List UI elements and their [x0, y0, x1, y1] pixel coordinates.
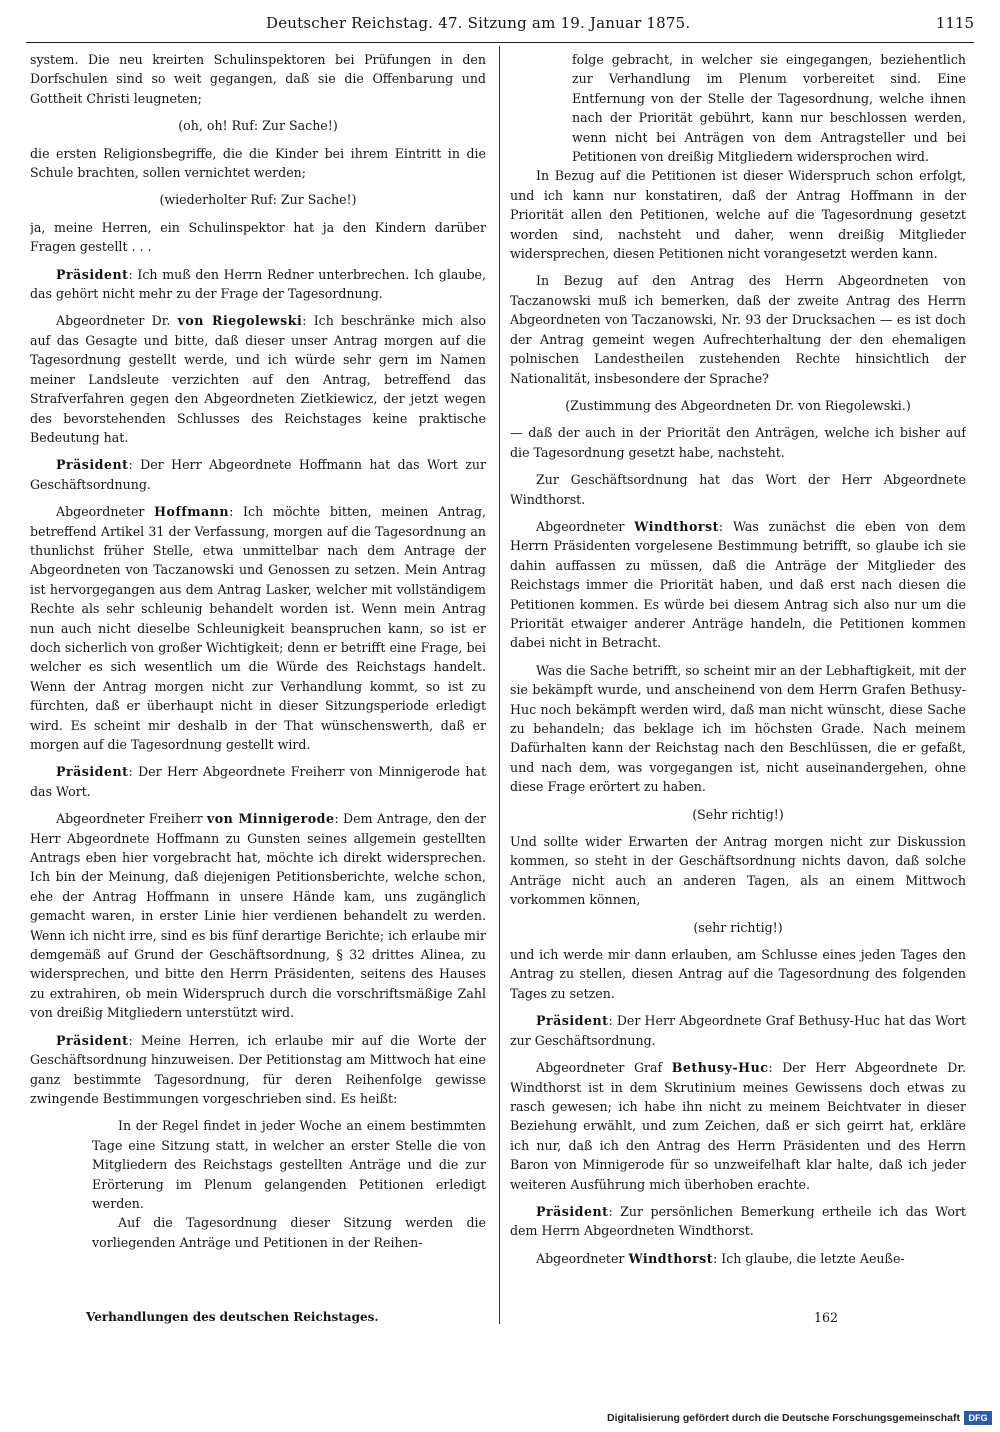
paragraph	[572, 50, 966, 166]
paragraph-text: (Sehr richtig!)	[692, 806, 784, 822]
paragraph-text: : Der Herr Abgeordnete Dr. Windthorst ist in dem Skrutinium meines Gewissens doch etwas zu rasch gewesen; ich habe ihn nicht zu meinem Beichtvater in dieser Beziehung erwählt, und zum Zeichen, daß er sich geirrt hat, erkläre ich nur, daß ich den Antrag des Herrn Präsidenten und des Herrn Baron von Minnigerode für so unzweifelhaft klar halte, daß ich jeder weiteren Ausführung mich überhoben erachte.	[510, 1060, 966, 1192]
paragraph	[30, 116, 486, 135]
sheet-signature: 162	[814, 1310, 839, 1325]
paragraph	[510, 166, 966, 263]
paragraph	[510, 945, 966, 1003]
paragraph	[30, 265, 486, 304]
paragraph	[92, 1116, 486, 1213]
paragraph-text: : Der Herr Abgeordnete Freiherr von Minnigerode hat das Wort.	[30, 764, 486, 799]
speaker-prefix: Abgeordneter	[56, 504, 155, 520]
paragraph	[510, 1058, 966, 1194]
paragraph	[510, 396, 966, 415]
paragraph	[510, 517, 966, 653]
paragraph	[510, 805, 966, 824]
header-title: Deutscher Reichstag. 47. Sitzung am 19. Januar 1875.	[266, 14, 691, 32]
right-column	[510, 50, 966, 1340]
paragraph-text: Auf die Tagesordnung dieser Sitzung werden die vorliegenden Anträge und Petitionen in der Reihen-	[92, 1215, 486, 1250]
paragraph	[510, 918, 966, 937]
paragraph-text: Zur Geschäftsordnung hat das Wort der Herr Abgeordnete Windthorst.	[510, 472, 966, 507]
speaker-name: Präsident	[56, 266, 129, 282]
paragraph-text: Was die Sache betrifft, so scheint mir an der Lebhaftigkeit, mit der sie bekämpft wurde, und anscheinend von dem Herrn Grafen Bethusy-Huc noch bekämpft werden wird, daß man nicht wünscht, diese Sache zu behandeln; das beklage ich im höchsten Grade. Nach meinem Dafürhalten kann der Reichstag nach den Beschlüssen, die er gefaßt, und nach dem, was vorgegangen ist, nicht auseinandergehen, ohne diese Frage erörtert zu haben.	[510, 662, 966, 795]
paragraph-text: und ich werde mir dann erlauben, am Schlusse eines jeden Tages den Antrag zu stellen, diesen Antrag auf die Tagesordnung des folgenden Tages zu setzen.	[510, 947, 966, 1001]
speaker-name: Präsident	[56, 457, 129, 473]
paragraph-text: : Ich glaube, die letzte Aeuße-	[713, 1250, 905, 1266]
paragraph-text: : Der Herr Abgeordnete Hoffmann hat das Wort zur Geschäftsordnung.	[30, 457, 486, 492]
paragraph-text: (Zustimmung des Abgeordneten Dr. von Riegolewski.)	[565, 397, 911, 413]
paragraph	[30, 190, 486, 209]
speaker-name: Präsident	[536, 1203, 609, 1219]
paragraph	[30, 50, 486, 108]
paragraph	[30, 455, 486, 494]
paragraph-text: : Dem Antrage, den der Herr Abgeordnete Hoffmann zu Gunsten seines allgemein gestellten Antrags eben hier vorgebracht hat, möchte ich direkt widersprechen. Ich bin der Meinung, daß diejenigen Petitionsberichte, welche schon, ehe der Antrag Hoffmann in unsere Hände kam, uns zugänglich gemacht waren, in erster Linie hier verdienen behandelt zu werden. Wenn ich nicht irre, sind es bis fünf derartige Berichte; ich erlaube mir demgemäß auf Grund der Geschäftsordnung, § 32 drittes Alinea, zu widersprechen, und bitte den Herrn Präsidenten, seitens des Hauses zu extrahiren, ob mein Widerspruch durch die vorschriftsmäßige Zahl von dreißig Mitgliedern unterstützt wird.	[30, 811, 486, 1021]
paragraph-text: die ersten Religionsbegriffe, die die Kinder bei ihrem Eintritt in die Schule brachten, sollen vernichtet werden;	[30, 145, 486, 181]
speaker-prefix: Abgeordneter	[536, 518, 635, 534]
header-rule	[26, 42, 974, 43]
paragraph-text: — daß der auch in der Priorität den Anträgen, welche ich bisher auf die Tagesordnung gesetzt habe, nachsteht.	[510, 425, 966, 460]
paragraph-text: In Bezug auf den Antrag des Herrn Abgeordneten von Taczanowski muß ich bemerken, daß der zweite Antrag des Herrn Abgeordneten von Taczanowski, Nr. 93 der Drucksachen — es ist doch der Antrag gemeint wegen Aufrechterhaltung der den ehemaligen polnischen Landestheilen zustehenden Rechte hinsichtlich der Nationalität, insbesondere der Sprache?	[510, 273, 966, 386]
running-header	[26, 10, 974, 36]
digitization-credit: Digitalisierung gefördert durch die Deutsche Forschungsgemeinschaft	[607, 1412, 960, 1424]
paragraph	[30, 502, 486, 754]
paragraph	[30, 1031, 486, 1109]
paragraph-text: (sehr richtig!)	[693, 919, 783, 935]
paragraph	[30, 809, 486, 1022]
left-column	[30, 50, 486, 1340]
page-number: 1115	[935, 14, 974, 32]
paragraph	[30, 762, 486, 801]
paragraph-text: : Der Herr Abgeordnete Graf Bethusy-Huc hat das Wort zur Geschäftsordnung.	[510, 1013, 966, 1048]
speaker-prefix: Abgeordneter	[536, 1250, 629, 1266]
paragraph	[510, 1202, 966, 1241]
paragraph-text: ja, meine Herren, ein Schulinspektor hat ja den Kindern darüber Fragen gestellt . . .	[30, 219, 486, 255]
paragraph	[510, 832, 966, 910]
paragraph-text: : Ich möchte bitten, meinen Antrag, betreffend Artikel 31 der Verfassung, morgen auf die Tagesordnung an thunlichst früher Stelle, etwa unmittelbar nach dem Antrage der Abgeordneten von Taczanowski und Genossen zu setzen. Mein Antrag ist hervorgegangen aus dem Antrag Lasker, welcher mit vollständigem Rechte als sehr schleunig behandelt worden ist. Wenn mein Antrag nun auch nicht dieselbe Schleunigkeit beanspruchen kann, so ist er doch sicherlich von großer Wichtigkeit; denn er betrifft eine Frage, bei welcher es sich wesentlich um die Würde des Reichstags handelt. Wenn der Antrag morgen nicht zur Verhandlung kommt, so ist zu fürchten, daß er überhaupt nicht in dieser Sitzungsperiode erledigt wird. Es scheint mir deshalb in der That wünschenswerth, daß er morgen auf die Tagesordnung gestellt wird.	[30, 504, 486, 752]
paragraph-text: : Was zunächst die eben von dem Herrn Präsidenten vorgelesene Bestimmung betrifft, so glaube ich sie dahin auffassen zu müssen, daß die Anträge der Mitglieder des Reichstags immer die Priorität haben, und daß erst nach diesen die Petitionen kommen. Es würde bei diesem Antrag sich also nur um die Priorität etwaiger anderer Anträge handeln, die Petitionen kommen dabei nicht in Betracht.	[510, 518, 966, 651]
paragraph	[510, 1249, 966, 1268]
paragraph	[30, 311, 486, 447]
speaker-name: von Riegolewski	[177, 313, 303, 329]
speaker-name: Hoffmann	[154, 504, 230, 520]
paragraph-text: system. Die neu kreirten Schulinspektoren bei Prüfungen in den Dorfschulen sind so weit gegangen, daß sie die Offenbarung und Gottheit Christi leugneten;	[30, 52, 486, 106]
column-divider	[499, 46, 500, 1324]
speaker-name: Windthorst	[628, 1250, 714, 1266]
paragraph-text: (oh, oh! Ruf: Zur Sache!)	[178, 118, 338, 134]
speaker-name: Präsident	[536, 1013, 609, 1029]
paragraph	[30, 144, 486, 183]
paragraph-text: : Ich muß den Herrn Redner unterbrechen. Ich glaube, das gehört nicht mehr zu der Frage der Tagesordnung.	[30, 266, 486, 302]
speaker-prefix: Abgeordneter Freiherr	[56, 811, 207, 827]
footer-publication: Verhandlungen des deutschen Reichstages.	[86, 1310, 379, 1324]
speaker-name: von Minnigerode	[206, 811, 335, 827]
speaker-name: Präsident	[56, 1032, 129, 1048]
paragraph	[510, 661, 966, 797]
paragraph-text: In der Regel findet in jeder Woche an einem bestimmten Tage eine Sitzung statt, in welcher an erster Stelle die von Mitgliedern des Reichstags gestellten Anträge und die zur Erörterung im Plenum gelangenden Petitionen erledigt werden.	[92, 1118, 486, 1211]
paragraph-text: Und sollte wider Erwarten der Antrag morgen nicht zur Diskussion kommen, so steht in der Geschäftsordnung nichts davon, daß solche Anträge nicht auch an anderen Tagen, als an einem Mittwoch vorkommen können,	[510, 834, 966, 908]
paragraph-text: : Ich beschränke mich also auf das Gesagte und bitte, daß dieser unser Antrag morgen auf die Tagesordnung gestellt werde, und ich würde sehr gern im Namen meiner Landsleute verzichten auf den Antrag, betreffend das Strafverfahren gegen den Abgeordneten Zietkiewicz, der jetzt wegen des bevorstehenden Schlusses des Reichstages keine praktische Bedeutung hat.	[30, 313, 486, 445]
speaker-name: Windthorst	[634, 518, 719, 534]
paragraph-text: : Meine Herren, ich erlaube mir auf die Worte der Geschäftsordnung hinzuweisen. Der Petitionstag am Mittwoch hat eine ganz bestimmte Tagesordnung, für deren Reihenfolge gewisse zwingende Bestimmungen vorgeschrieben sind. Es heißt:	[30, 1032, 486, 1106]
paragraph-text: In Bezug auf die Petitionen ist dieser Widerspruch schon erfolgt, und ich kann nur konstatiren, daß der Antrag Hoffmann in der Priorität allen den Petitionen, welche auf die Tagesordnung gesetzt worden sind, nachsteht und daher, wenn dreißig Mitglieder widersprechen, diesen Petitionen nicht vorangesetzt werden kann.	[510, 168, 966, 262]
speaker-prefix: Abgeordneter Dr.	[56, 313, 178, 329]
paragraph	[510, 423, 966, 462]
paragraph	[510, 470, 966, 509]
speaker-name: Bethusy-Huc	[671, 1060, 769, 1076]
dfg-logo: DFG	[964, 1411, 992, 1425]
paragraph	[510, 1011, 966, 1050]
paragraph	[30, 218, 486, 257]
paragraph	[92, 1213, 486, 1252]
paragraph-text: (wiederholter Ruf: Zur Sache!)	[159, 192, 357, 208]
speaker-prefix: Abgeordneter Graf	[536, 1060, 672, 1076]
paragraph-text: : Zur persönlichen Bemerkung ertheile ich das Wort dem Herrn Abgeordneten Windthorst.	[510, 1203, 966, 1239]
paragraph	[510, 271, 966, 387]
speaker-name: Präsident	[56, 764, 129, 780]
paragraph-text: folge gebracht, in welcher sie eingegangen, beziehentlich zur Verhandlung im Plenum vorbereitet sind. Eine Entfernung von der Stelle der Tagesordnung, welche ihnen nach der Priorität gebührt, kann nur beschlossen werden, wenn nicht bei Anträgen von dem Antragsteller und bei Petitionen von dreißig Mitgliedern widersprochen wird.	[572, 52, 966, 165]
